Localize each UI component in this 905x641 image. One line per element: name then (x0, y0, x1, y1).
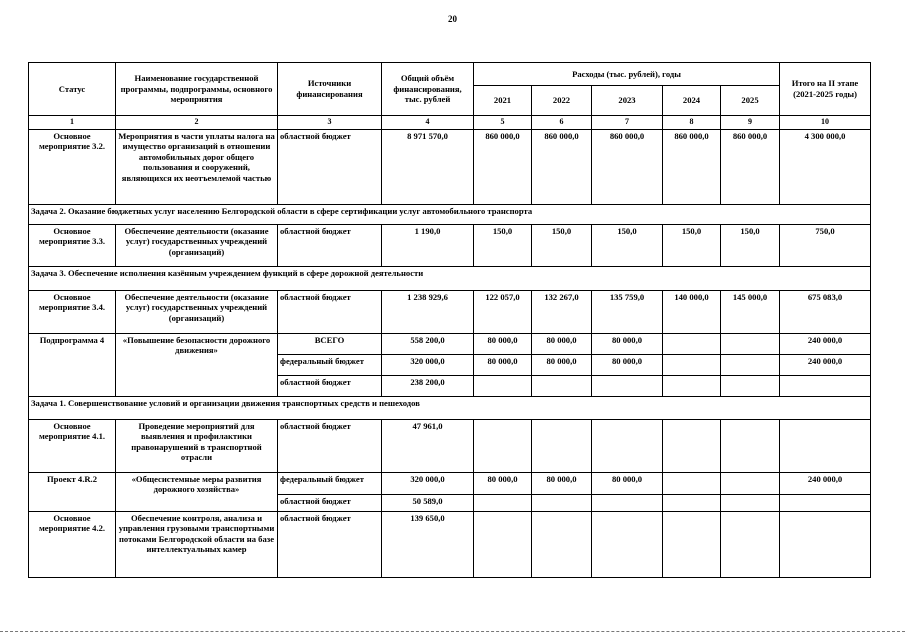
column-number: 4 (382, 116, 474, 130)
task-title: Задача 1. Совершенствование условий и организации движения транспортных средств и пешеходов (29, 396, 871, 419)
budget-table (28, 62, 871, 578)
row-itogo (780, 419, 871, 472)
row-total: 8 971 570,0 (382, 129, 474, 204)
column-number-row (29, 116, 871, 130)
row-value (532, 375, 592, 396)
row-value: 80 000,0 (592, 354, 663, 375)
row-value (663, 333, 721, 354)
header-sources: Источники финансирования (278, 63, 382, 116)
row-value (663, 511, 721, 577)
task-row (29, 266, 871, 290)
row-value: 145 000,0 (721, 290, 780, 333)
column-number: 9 (721, 116, 780, 130)
row-value: 80 000,0 (474, 472, 532, 494)
row-status: Проект 4.R.2 (29, 472, 116, 511)
row-name: «Повышение безопасности дорожного движения» (116, 333, 278, 396)
row-value: 135 759,0 (592, 290, 663, 333)
row-itogo: 675 083,0 (780, 290, 871, 333)
row-value (721, 419, 780, 472)
row-value: 150,0 (474, 224, 532, 266)
header-expenses: Расходы (тыс. рублей), годы (474, 63, 780, 86)
row-name: Обеспечение деятельности (оказание услуг) государственных учреждений (организаций) (116, 224, 278, 266)
column-number: 6 (532, 116, 592, 130)
row-status: Основное мероприятие 4.2. (29, 511, 116, 577)
row-value (663, 472, 721, 494)
row-value (532, 511, 592, 577)
table-row (29, 511, 871, 577)
table-row (29, 224, 871, 266)
row-value (721, 375, 780, 396)
row-total: 1 190,0 (382, 224, 474, 266)
row-value: 150,0 (721, 224, 780, 266)
row-name: Обеспечение деятельности (оказание услуг) государственных учреждений (организаций) (116, 290, 278, 333)
row-source: областной бюджет (278, 494, 382, 511)
task-row (29, 396, 871, 419)
row-value (721, 511, 780, 577)
row-value (721, 333, 780, 354)
row-source: областной бюджет (278, 290, 382, 333)
table-row (29, 333, 871, 354)
row-value: 80 000,0 (532, 333, 592, 354)
row-value (663, 494, 721, 511)
row-source: федеральный бюджет (278, 472, 382, 494)
row-itogo (780, 494, 871, 511)
row-value (592, 511, 663, 577)
row-value: 80 000,0 (532, 472, 592, 494)
row-value (721, 472, 780, 494)
row-value: 80 000,0 (592, 472, 663, 494)
row-source: областной бюджет (278, 419, 382, 472)
row-value: 150,0 (532, 224, 592, 266)
row-value: 150,0 (663, 224, 721, 266)
row-value: 80 000,0 (592, 333, 663, 354)
header-row (29, 63, 871, 86)
row-value (721, 354, 780, 375)
row-value (532, 494, 592, 511)
column-number: 7 (592, 116, 663, 130)
row-total: 238 200,0 (382, 375, 474, 396)
row-status: Основное мероприятие 3.4. (29, 290, 116, 333)
row-total: 558 200,0 (382, 333, 474, 354)
row-status: Подпрограмма 4 (29, 333, 116, 396)
column-number: 2 (116, 116, 278, 130)
row-value: 80 000,0 (474, 333, 532, 354)
row-value: 860 000,0 (663, 129, 721, 204)
header-year: 2023 (592, 86, 663, 116)
row-status: Основное мероприятие 4.1. (29, 419, 116, 472)
header-year: 2022 (532, 86, 592, 116)
header-year: 2024 (663, 86, 721, 116)
column-number: 5 (474, 116, 532, 130)
row-status: Основное мероприятие 3.2. (29, 129, 116, 204)
row-value: 860 000,0 (532, 129, 592, 204)
row-name: «Общесистемные меры развития дорожного хозяйства» (116, 472, 278, 511)
row-total: 50 589,0 (382, 494, 474, 511)
row-name: Обеспечение контроля, анализа и управления грузовыми транспортными потоками Белгородской области на базе интеллектуальных камер (116, 511, 278, 577)
row-total: 47 961,0 (382, 419, 474, 472)
row-value (592, 494, 663, 511)
row-value (532, 419, 592, 472)
table-row (29, 472, 871, 494)
column-number: 1 (29, 116, 116, 130)
row-source: областной бюджет (278, 129, 382, 204)
row-value (663, 375, 721, 396)
row-value (592, 419, 663, 472)
row-value (721, 494, 780, 511)
row-value: 150,0 (592, 224, 663, 266)
row-itogo: 240 000,0 (780, 333, 871, 354)
row-value (663, 354, 721, 375)
header-itogo: Итого на II этапе (2021-2025 годы) (780, 63, 871, 116)
row-itogo: 240 000,0 (780, 354, 871, 375)
row-total: 139 650,0 (382, 511, 474, 577)
row-source: федеральный бюджет (278, 354, 382, 375)
table-row (29, 290, 871, 333)
table-row (29, 129, 871, 204)
row-itogo (780, 511, 871, 577)
column-number: 3 (278, 116, 382, 130)
row-value: 860 000,0 (592, 129, 663, 204)
row-total: 320 000,0 (382, 354, 474, 375)
table-row (29, 419, 871, 472)
row-value: 80 000,0 (474, 354, 532, 375)
header-name: Наименование государственной программы, подпрограммы, основного мероприятия (116, 63, 278, 116)
row-itogo: 240 000,0 (780, 472, 871, 494)
row-status: Основное мероприятие 3.3. (29, 224, 116, 266)
row-name: Проведение мероприятий для выявления и профилактики правонарушений в транспортной отрасли (116, 419, 278, 472)
task-title: Задача 2. Оказание бюджетных услуг населению Белгородской области в сфере сертификации услуг автомобильного транспорта (29, 204, 871, 224)
column-number: 8 (663, 116, 721, 130)
row-name: Мероприятия в части уплаты налога на имущество организаций в отношении автомобильных дорог общего пользования и сооружений, являющихся их неотъемлемой частью (116, 129, 278, 204)
row-source: ВСЕГО (278, 333, 382, 354)
row-value (663, 419, 721, 472)
row-source: областной бюджет (278, 511, 382, 577)
row-value: 122 057,0 (474, 290, 532, 333)
row-total: 1 238 929,6 (382, 290, 474, 333)
row-itogo: 750,0 (780, 224, 871, 266)
header-status: Статус (29, 63, 116, 116)
header-total: Общий объём финансирования, тыс. рублей (382, 63, 474, 116)
row-value: 140 000,0 (663, 290, 721, 333)
row-value: 80 000,0 (532, 354, 592, 375)
task-row (29, 204, 871, 224)
row-value: 860 000,0 (474, 129, 532, 204)
header-year: 2025 (721, 86, 780, 116)
page-number: 20 (448, 14, 457, 24)
row-itogo: 4 300 000,0 (780, 129, 871, 204)
row-value: 132 267,0 (532, 290, 592, 333)
row-itogo (780, 375, 871, 396)
task-title: Задача 3. Обеспечение исполнения казённым учреждением функций в сфере дорожной деятельности (29, 266, 871, 290)
row-value: 860 000,0 (721, 129, 780, 204)
row-value (592, 375, 663, 396)
row-source: областной бюджет (278, 224, 382, 266)
row-total: 320 000,0 (382, 472, 474, 494)
row-source: областной бюджет (278, 375, 382, 396)
row-value (474, 494, 532, 511)
column-number: 10 (780, 116, 871, 130)
row-value (474, 419, 532, 472)
header-year: 2021 (474, 86, 532, 116)
row-value (474, 511, 532, 577)
row-value (474, 375, 532, 396)
